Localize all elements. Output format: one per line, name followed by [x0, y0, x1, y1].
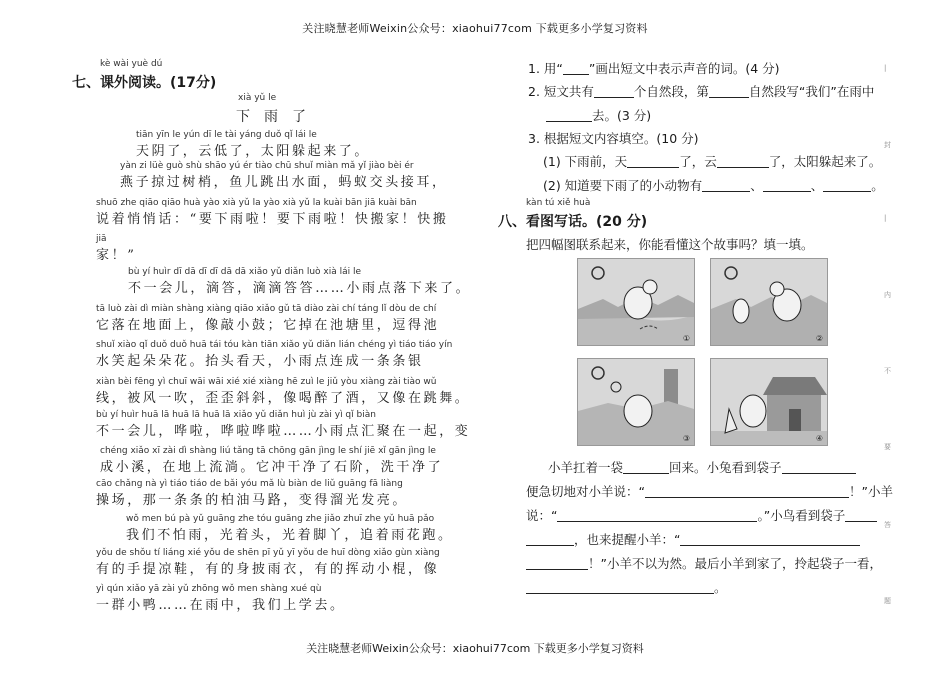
- writing-3-text-a: 说：“: [526, 508, 558, 523]
- picture-3: [577, 358, 695, 446]
- question-1-blank[interactable]: [563, 62, 589, 75]
- story-line-text: 说着悄悄话：“要下雨啦！要下雨啦！快搬家！快搬: [96, 212, 449, 227]
- story-line-text: 不一会儿，滴答，滴滴答答……小雨点落下来了。: [128, 281, 472, 296]
- story-line-text: 线，被风一吹，歪歪斜斜，像喝醉了酒，又像在跳舞。: [96, 391, 471, 406]
- story-line-pinyin: chéng xiǎo xī zài dì shàng liú tǎng tā chōng gān jìng le shí jiē xǐ gān jìng le: [100, 446, 436, 456]
- story-line: [128, 267, 471, 296]
- writing-5-text-a: ！”小羊不以为然。最后小羊到家了，拎起袋子一看，: [588, 556, 882, 571]
- writing-line-2: [526, 482, 893, 500]
- writing-line-5: [526, 554, 882, 572]
- story-line-text: 操场，那一条条的柏油马路，变得溜光发亮。: [96, 493, 409, 508]
- writing-blank-8[interactable]: [526, 557, 588, 570]
- writing-blank-9[interactable]: [526, 581, 714, 594]
- picture-3-number: ③: [682, 434, 690, 443]
- page-header: 关注晓慧老师Weixin公众号：xiaohui77com 下载更多小学复习资料: [302, 22, 648, 35]
- question-3-1-text-c: 了，太阳躲起来了。: [768, 154, 882, 169]
- question-2-blank-3[interactable]: [546, 109, 592, 122]
- writing-line-4: [526, 530, 860, 548]
- story-line: [96, 410, 470, 439]
- question-3-2: [543, 176, 884, 194]
- story-line-pinyin: cāo chǎng nà yì tiáo tiáo de bǎi yóu mǎ lù biàn de liǔ guāng fā liàng: [96, 479, 403, 489]
- question-3-1-text-b: 了，云: [679, 154, 717, 169]
- writing-blank-1[interactable]: [623, 461, 669, 474]
- writing-blank-4[interactable]: [557, 509, 757, 522]
- question-1-text-a: 1. 用“: [528, 61, 563, 76]
- story-line-text: 我们不怕雨，光着头，光着脚丫，追着雨花跑。: [126, 528, 454, 543]
- writing-1-text-b: 回来。小兔看到袋子: [669, 460, 782, 475]
- writing-line-3: [526, 506, 877, 524]
- question-3-2-blank-2[interactable]: [763, 179, 811, 192]
- section-7-label: 七、课外阅读。(17分): [72, 75, 217, 91]
- story-title-pinyin: xià yǔ le: [238, 93, 277, 103]
- writing-blank-5[interactable]: [845, 509, 877, 522]
- question-3-1-text-a: (1) 下雨前，天: [543, 154, 628, 169]
- story-line: [96, 304, 439, 333]
- sun-icon: [592, 267, 604, 279]
- story-line-text: 水笑起朵朵花。抬头看天，小雨点连成一条条银: [96, 354, 424, 369]
- writing-blank-6[interactable]: [526, 533, 574, 546]
- question-2-blank-1[interactable]: [594, 85, 634, 98]
- margin-mark-1: 封: [884, 141, 891, 149]
- question-3-2-text-a: (2) 知道要下雨了的小动物有: [543, 178, 703, 193]
- writing-line-1: [548, 458, 856, 476]
- story-line-pinyin: yì qún xiǎo yā zài yǔ zhōng wǒ men shàng xué qù: [96, 584, 322, 594]
- story-line-pinyin: yàn zi lüè guò shù shāo yú ér tiào chū shuǐ miàn mǎ yǐ jiào bèi ér: [120, 161, 414, 171]
- picture-4-number: ④: [815, 434, 823, 443]
- question-3: 3. 根据短文内容填空。(10 分): [528, 131, 699, 146]
- story-line-text: 燕子掠过树梢，鱼儿跳出水面，蚂蚁交头接耳，: [120, 175, 448, 190]
- story-line-pinyin: tiān yīn le yún dī le tài yáng duǒ qǐ lái le: [136, 130, 317, 140]
- margin-mark-7: 题: [884, 597, 891, 605]
- story-line: [100, 446, 443, 475]
- question-3-2-text-d: 。: [871, 178, 884, 193]
- question-3-2-text-b: 、: [750, 178, 763, 193]
- question-3-1-blank-2[interactable]: [717, 155, 769, 168]
- section-8-title: [498, 198, 648, 231]
- story-line-pinyin: xiàn bèi fēng yì chuī wāi wāi xié xié xiàng hē zuì le jiǔ yòu xiàng zài tiào wǔ: [96, 377, 437, 387]
- story-line-text: 有的手提凉鞋，有的身披雨衣，有的挥动小棍，像: [96, 562, 440, 577]
- story-line-pinyin: bù yí huìr dī dā dī dī dā dā xiǎo yǔ diǎn luò xià lái le: [128, 267, 362, 277]
- question-3-2-text-c: 、: [810, 178, 824, 193]
- margin-mark-4: 不: [884, 367, 891, 375]
- picture-1-number: ①: [682, 334, 690, 343]
- writing-blank-7[interactable]: [680, 533, 860, 546]
- writing-2-text-a: 便急切地对小羊说：“: [526, 484, 645, 499]
- story-line-pinyin: wǒ men bú pà yǔ guāng zhe tóu guāng zhe jiǎo zhuī zhe yǔ huā pǎo: [126, 514, 435, 524]
- writing-4-text-a: ，也来提醒小羊：“: [574, 532, 681, 547]
- margin-mark: |: [884, 64, 887, 72]
- story-line: [136, 130, 370, 159]
- section-8-pinyin: kàn tú xiě huà: [526, 198, 591, 208]
- question-2-text-c: 自然段写“我们”在雨中: [748, 84, 875, 99]
- story-line: [96, 377, 470, 406]
- section-8-label: 八、看图写话。(20 分): [498, 214, 648, 230]
- story-line-text: 不一会儿，哗啦，哗啦哗啦……小雨点汇聚在一起，变: [96, 424, 471, 439]
- question-3-1: [543, 152, 881, 170]
- story-line: [96, 234, 136, 263]
- writing-6-text: 。: [714, 580, 727, 595]
- question-3-1-blank-1[interactable]: [627, 155, 679, 168]
- question-1-text-b: ”画出短文中表示声音的词。(4 分): [588, 61, 780, 76]
- picture-2-number: ②: [815, 334, 823, 343]
- story-line-pinyin: bù yí huìr huā lā huā lā huā lā xiǎo yǔ diǎn huì jù zài yì qǐ biàn: [96, 410, 376, 420]
- question-1: [528, 59, 780, 77]
- writing-blank-2[interactable]: [782, 461, 856, 474]
- story-line: [96, 198, 448, 227]
- story-line-text: 一群小鸭……在雨中，我们上学去。: [96, 598, 346, 613]
- story-line: [120, 161, 448, 190]
- story-line: [96, 548, 440, 577]
- margin-mark-5: 要: [884, 443, 891, 451]
- section-8-intro: 把四幅图联系起来，你能看懂这个故事吗？填一填。: [526, 237, 814, 252]
- story-line-text: 它落在地面上，像敲小鼓；它掉在池塘里，逗得池: [96, 318, 440, 333]
- story-line-pinyin: shuō zhe qiāo qiāo huà yào xià yǔ la yào xià yǔ la kuài bān jiā kuài bān: [96, 198, 417, 208]
- story-line-text: 家！”: [96, 248, 137, 263]
- question-3-2-blank-3[interactable]: [823, 179, 871, 192]
- writing-line-6: [526, 578, 727, 596]
- question-2-blank-2[interactable]: [709, 85, 749, 98]
- page-footer: 关注晓慧老师Weixin公众号：xiaohui77com 下载更多小学复习资料: [306, 642, 644, 655]
- question-2-text-b: 个自然段，第: [633, 84, 709, 99]
- story-line: [96, 340, 452, 369]
- margin-mark-6: 答: [884, 521, 891, 529]
- story-line-pinyin: shuǐ xiào qǐ duǒ duǒ huā tái tóu kàn tiān xiǎo yǔ diǎn lián chéng yì tiáo tiáo yín: [96, 340, 453, 350]
- writing-2-text-b: ！”小羊: [848, 484, 893, 499]
- writing-1-text-a: 小羊扛着一袋: [548, 460, 624, 475]
- writing-3-text-b: 。”小鸟看到袋子: [757, 508, 846, 523]
- story-line-pinyin: jiā: [96, 234, 107, 244]
- story-line-pinyin: tā luò zài dì miàn shàng xiàng qiāo xiǎo gǔ tā diào zài chí táng lǐ dòu de chí: [96, 304, 437, 314]
- picture-1: [577, 258, 695, 346]
- story-line: [126, 514, 454, 543]
- story-line: [96, 479, 408, 508]
- question-2-text-d: 去。(3 分): [592, 108, 652, 123]
- story-line-text: 天阴了，云低了，太阳躲起来了。: [136, 144, 371, 159]
- question-2-line-2: [546, 106, 651, 124]
- margin-mark-2: |: [884, 214, 887, 222]
- story-line-pinyin: yǒu de shǒu tí liáng xié yǒu de shēn pī yǔ yī yǒu de huī dòng xiǎo gùn xiàng: [96, 548, 440, 558]
- margin-mark-3: 内: [884, 291, 891, 299]
- story-line-text: 成小溪，在地上流淌。它冲干净了石阶，洗干净了: [100, 460, 444, 475]
- picture-2: [710, 258, 828, 346]
- question-3-2-blank-1[interactable]: [702, 179, 750, 192]
- question-2-text-a: 2. 短文共有: [528, 84, 594, 99]
- writing-blank-3[interactable]: [645, 485, 849, 498]
- question-2: [528, 82, 874, 100]
- story-line: [96, 584, 346, 613]
- story-title: 下雨了: [236, 109, 320, 125]
- section-7-pinyin: kè wài yuè dú: [100, 59, 163, 69]
- section-7-title: [72, 59, 217, 92]
- picture-4: [710, 358, 828, 446]
